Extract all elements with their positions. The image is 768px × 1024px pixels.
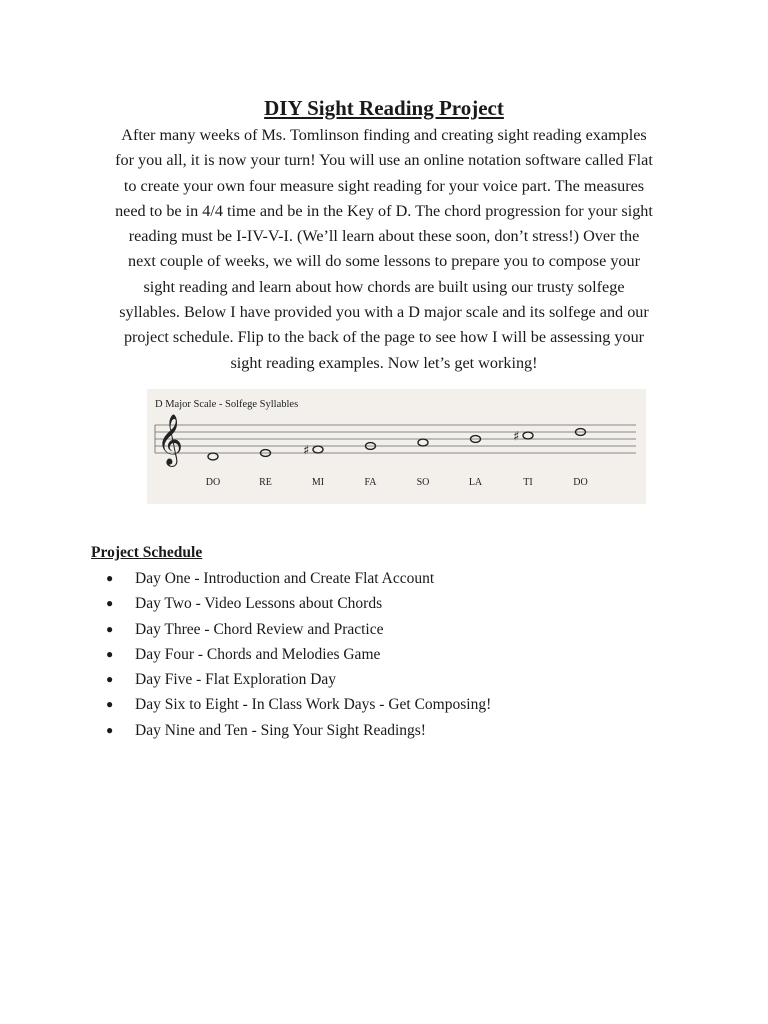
treble-clef-icon: 𝄞 xyxy=(157,414,184,465)
list-item xyxy=(106,591,491,616)
intro-line: syllables. Below I have provided you with a D major scale and its solfege and our xyxy=(119,303,649,322)
solfege-syllable: LA xyxy=(468,477,483,488)
solfege-syllable: DO xyxy=(205,477,221,488)
solfege-syllable: TI xyxy=(523,477,533,488)
bullet-icon: ● xyxy=(106,646,114,661)
intro-line: need to be in 4/4 time and be in the Key of D. The chord progression for your sight xyxy=(115,201,653,220)
intro-line: project schedule. Flip to the back of the page to see how I will be assessing your xyxy=(123,328,645,347)
list-item xyxy=(106,692,491,717)
solfege-syllable: RE xyxy=(259,477,272,488)
bullet-icon: ● xyxy=(106,621,114,636)
list-item-text: Day Four - Chords and Melodies Game xyxy=(135,645,381,663)
scale-caption: D Major Scale - Solfege Syllables xyxy=(155,399,299,410)
bullet-icon: ● xyxy=(106,672,114,687)
schedule-list xyxy=(106,566,491,743)
scale-notes xyxy=(206,429,588,488)
intro-paragraph xyxy=(84,123,684,376)
page-title: DIY Sight Reading Project xyxy=(264,96,504,120)
list-item-text: Day Nine and Ten - Sing Your Sight Readings! xyxy=(135,721,426,739)
solfege-syllable: MI xyxy=(311,477,325,488)
list-item xyxy=(106,617,491,642)
list-item-text: Day Six to Eight - In Class Work Days - Get Composing! xyxy=(135,696,492,714)
intro-line: next couple of weeks, we will do some lessons to prepare you to compose your xyxy=(127,252,641,271)
list-item xyxy=(106,566,491,591)
intro-line: reading must be I-IV-V-I. (We’ll learn about these soon, don’t stress!) Over the xyxy=(128,227,640,246)
intro-line: to create your own four measure sight reading for your voice part. The measures xyxy=(123,176,645,195)
list-item-text: Day One - Introduction and Create Flat Account xyxy=(135,570,435,587)
solfege-syllable: FA xyxy=(364,477,377,488)
scale-staff-image xyxy=(147,389,646,504)
list-item xyxy=(106,667,491,692)
bullet-icon: ● xyxy=(106,596,114,611)
list-item xyxy=(106,642,491,667)
list-item xyxy=(106,718,491,743)
intro-line: for you all, it is now your turn! You will use an online notation software called Flat xyxy=(115,151,653,170)
sharp-icon: ♯ xyxy=(303,443,310,459)
bullet-icon: ● xyxy=(106,722,114,737)
list-item-text: Day Three - Chord Review and Practice xyxy=(135,620,384,638)
intro-line: After many weeks of Ms. Tomlinson finding and creating sight reading examples xyxy=(121,126,647,144)
solfege-syllable: SO xyxy=(416,477,430,488)
staff-lines xyxy=(155,425,636,453)
intro-line: sight reading and learn about how chords are built using our trusty solfege xyxy=(143,277,625,296)
whole-note-icon xyxy=(313,446,323,453)
whole-note-icon xyxy=(418,439,428,446)
sharp-icon: ♯ xyxy=(513,429,520,445)
whole-note-icon xyxy=(523,432,533,439)
whole-note-icon xyxy=(208,453,218,460)
schedule-heading: Project Schedule xyxy=(91,544,203,561)
scale-figure xyxy=(147,389,646,504)
intro-line: sight reading examples. Now let’s get working! xyxy=(230,353,538,372)
bullet-icon: ● xyxy=(106,697,114,712)
list-item-text: Day Two - Video Lessons about Chords xyxy=(135,595,383,613)
bullet-icon: ● xyxy=(106,571,114,585)
list-item-text: Day Five - Flat Exploration Day xyxy=(135,671,337,689)
solfege-syllable: DO xyxy=(573,477,588,488)
